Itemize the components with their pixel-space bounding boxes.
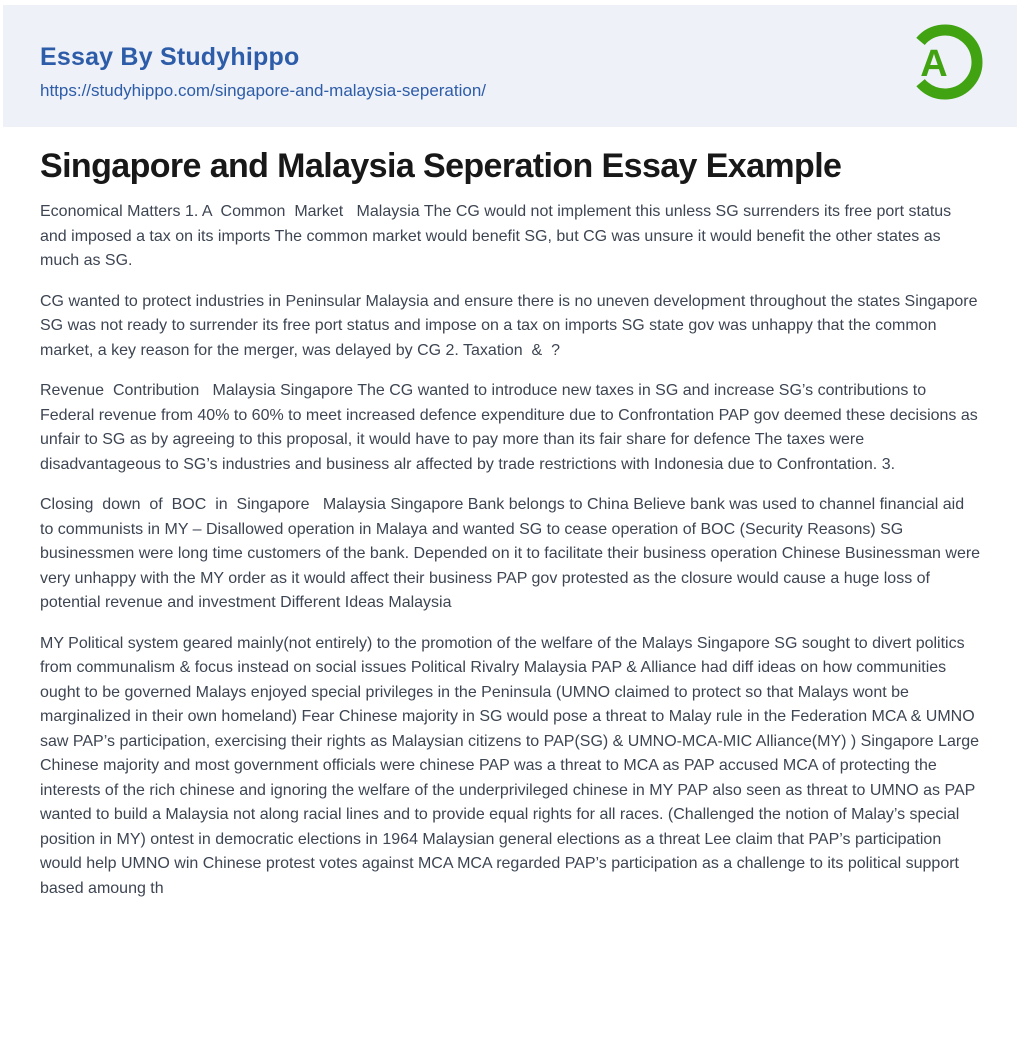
brand-block: [3, 5, 1017, 101]
studyhippo-logo: [905, 22, 985, 102]
essay-title: Singapore and Malaysia Seperation Essay Example: [40, 147, 842, 185]
essay-paragraph: CG wanted to protect industries in Peninsular Malaysia and ensure there is no uneven development throughout the states Singapore SG was not ready to surrender its free port status and impose on a tax on imports SG state gov was unhappy that the common market, a key reason for the merger, was delayed by CG 2. Taxation & ?: [40, 292, 982, 359]
essay-content: [0, 148, 1024, 901]
site-label: Essay By Studyhippo: [40, 43, 300, 71]
essay-paragraph: Revenue Contribution Malaysia Singapore The CG wanted to introduce new taxes in SG and increase SG’s contributions to Federal revenue from 40% to 60% to meet increased defence expenditure due to Confrontation PAP gov deemed these decisions as unfair to SG as by agreeing to this proposal, it would have to pay more than its fair share for defence The taxes were disadvantageous to SG’s industries and business alr affected by trade restrictions with Indonesia due to Confrontation. 3.: [40, 382, 983, 473]
page-header: [3, 5, 1017, 127]
page-url-link[interactable]: https://studyhippo.com/singapore-and-malaysia-seperation/: [40, 81, 487, 100]
essay-paragraph: Economical Matters 1. A Common Market Malaysia The CG would not implement this unless SG surrenders its free port status and imposed a tax on its imports The common market would benefit SG, but CG was unsure it would benefit the other states as much as SG.: [40, 203, 956, 269]
logo-arc-icon: [905, 22, 985, 102]
logo-letter: A: [920, 43, 948, 85]
essay-paragraph: MY Political system geared mainly(not entirely) to the promotion of the welfare of the Malays Singapore SG sought to divert politics from communalism & focus instead on social issues Political Rivalry Malaysia PAP & Alliance had diff ideas on how communities ought to be governed Malays enjoyed special privileges in the Peninsula (UMNO claimed to protect so that Malays wont be marginalized in their own homeland) Fear Chinese majority in SG would pose a threat to Malay rule in the Federation MCA & UMNO saw PAP’s participation, exercising their rights as Malaysian citizens to PAP(SG) & UMNO-MCA-MIC Alliance(MY) ) Singapore Large Chinese majority and most government officials were chinese PAP was a threat to MCA as PAP accused MCA of protecting the interests of the rich chinese and ignoring the welfare of the underprivileged chinese in MY PAP also seen as threat to UMNO as PAP wanted to build a Malaysia not along racial lines and to provide equal rights for all races. (Challenged the notion of Malay’s special position in MY) ontest in democratic elections in 1964 Malaysian general elections as a threat Lee claim that PAP’s participation would help UMNO win Chinese protest votes against MCA MCA regarded PAP’s participation as a challenge to its political support based amoung th: [40, 634, 984, 897]
essay-paragraph: Closing down of BOC in Singapore Malaysia Singapore Bank belongs to China Believe bank was used to channel financial aid to communists in MY – Disallowed operation in Malaya and wanted SG to cease operation of BOC (Security Reasons) SG businessmen were long time customers of the bank. Depended on it to facilitate their business operation Chinese Businessman were very unhappy with the MY order as it would affect their business PAP gov protested as the closure would cause a huge loss of potential revenue and investment Different Ideas Malaysia: [40, 496, 985, 611]
